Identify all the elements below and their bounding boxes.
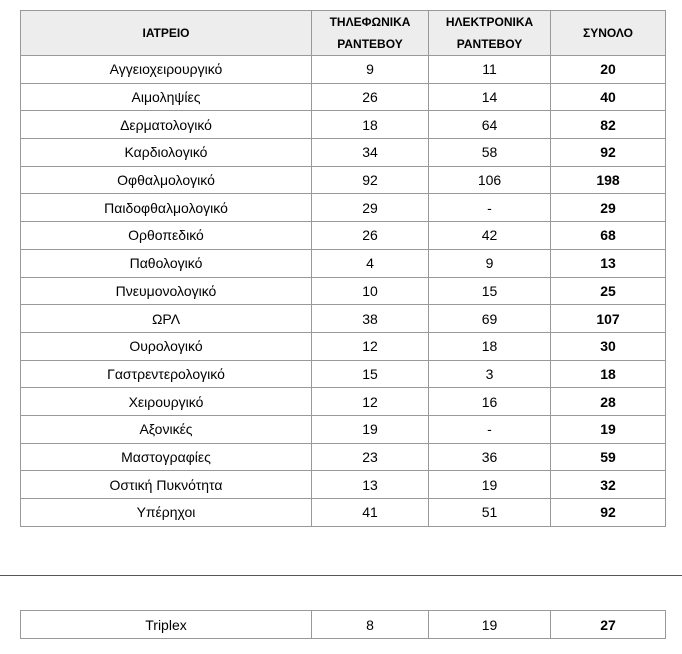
clinic-cell: Παιδοφθαλμολογικό [21,194,312,222]
total-cell: 92 [551,499,666,527]
total-cell: 32 [551,471,666,499]
electronic-appointments-cell: 19 [429,611,551,639]
electronic-appointments-cell: 3 [429,360,551,388]
phone-appointments-cell: 26 [312,222,429,250]
total-cell: 13 [551,249,666,277]
phone-appointments-cell: 12 [312,332,429,360]
clinic-cell: Οφθαλμολογικό [21,166,312,194]
phone-appointments-cell: 38 [312,305,429,333]
electronic-appointments-cell: 18 [429,332,551,360]
section-divider [0,575,682,576]
electronic-appointments-cell: 16 [429,388,551,416]
table-row [21,166,666,194]
clinic-cell: Ουρολογικό [21,332,312,360]
clinic-cell: Μαστογραφίες [21,443,312,471]
phone-appointments-cell: 13 [312,471,429,499]
phone-appointments-cell: 29 [312,194,429,222]
phone-appointments-cell: 8 [312,611,429,639]
clinic-cell: Αγγειοχειρουργικό [21,56,312,84]
phone-appointments-cell: 19 [312,415,429,443]
table-row [21,83,666,111]
phone-appointments-cell: 10 [312,277,429,305]
table-body [21,56,666,527]
total-cell: 18 [551,360,666,388]
triplex-table-body [21,611,666,639]
total-cell: 40 [551,83,666,111]
clinic-cell: Ορθοπεδικό [21,222,312,250]
total-cell: 59 [551,443,666,471]
table-row [21,443,666,471]
total-cell: 27 [551,611,666,639]
electronic-appointments-cell: 51 [429,499,551,527]
clinic-cell: Πνευμονολογικό [21,277,312,305]
triplex-table [20,610,666,639]
table-row [21,194,666,222]
table-row [21,499,666,527]
phone-appointments-cell: 15 [312,360,429,388]
phone-appointments-cell: 34 [312,139,429,167]
clinic-cell: Χειρουργικό [21,388,312,416]
header-row [21,11,666,56]
phone-appointments-cell: 92 [312,166,429,194]
clinic-cell: ΩΡΛ [21,305,312,333]
appointments-table [20,10,666,527]
table-row [21,611,666,639]
electronic-appointments-cell: 9 [429,249,551,277]
clinic-cell: Οστική Πυκνότητα [21,471,312,499]
table-row [21,388,666,416]
total-cell: 68 [551,222,666,250]
table-row [21,332,666,360]
phone-appointments-cell: 4 [312,249,429,277]
total-cell: 92 [551,139,666,167]
table-row [21,111,666,139]
clinic-cell: Παθολογικό [21,249,312,277]
clinic-cell: Δερματολογικό [21,111,312,139]
table-row [21,360,666,388]
phone-appointments-cell: 41 [312,499,429,527]
electronic-appointments-cell: 106 [429,166,551,194]
header-electronic-appointments: ΗΛΕΚΤΡΟΝΙΚΑ ΡΑΝΤΕΒΟΥ [429,11,551,56]
clinic-cell: Καρδιολογικό [21,139,312,167]
phone-appointments-cell: 23 [312,443,429,471]
table-row [21,222,666,250]
electronic-appointments-cell: 58 [429,139,551,167]
header-phone-appointments: ΤΗΛΕΦΩΝΙΚΑ ΡΑΝΤΕΒΟΥ [312,11,429,56]
header-total: ΣΥΝΟΛΟ [551,11,666,56]
clinic-cell: Γαστρεντερολογικό [21,360,312,388]
phone-appointments-cell: 9 [312,56,429,84]
electronic-appointments-cell: 36 [429,443,551,471]
table-row [21,277,666,305]
total-cell: 20 [551,56,666,84]
table-row [21,471,666,499]
table-row [21,305,666,333]
header-clinic: ΙΑΤΡΕΙΟ [21,11,312,56]
electronic-appointments-cell: 14 [429,83,551,111]
table-row [21,56,666,84]
total-cell: 30 [551,332,666,360]
total-cell: 198 [551,166,666,194]
electronic-appointments-cell: 19 [429,471,551,499]
phone-appointments-cell: 12 [312,388,429,416]
electronic-appointments-cell: 64 [429,111,551,139]
phone-appointments-cell: 26 [312,83,429,111]
electronic-appointments-cell: - [429,415,551,443]
table-row [21,249,666,277]
total-cell: 29 [551,194,666,222]
phone-appointments-cell: 18 [312,111,429,139]
electronic-appointments-cell: 11 [429,56,551,84]
clinic-cell: Αιμοληψίες [21,83,312,111]
table-row [21,415,666,443]
table-row [21,139,666,167]
table-header [21,11,666,56]
total-cell: 82 [551,111,666,139]
electronic-appointments-cell: 69 [429,305,551,333]
total-cell: 19 [551,415,666,443]
total-cell: 28 [551,388,666,416]
clinic-cell: Αξονικές [21,415,312,443]
electronic-appointments-cell: - [429,194,551,222]
electronic-appointments-cell: 15 [429,277,551,305]
electronic-appointments-cell: 42 [429,222,551,250]
total-cell: 107 [551,305,666,333]
clinic-cell: Triplex [21,611,312,639]
clinic-cell: Υπέρηχοι [21,499,312,527]
total-cell: 25 [551,277,666,305]
